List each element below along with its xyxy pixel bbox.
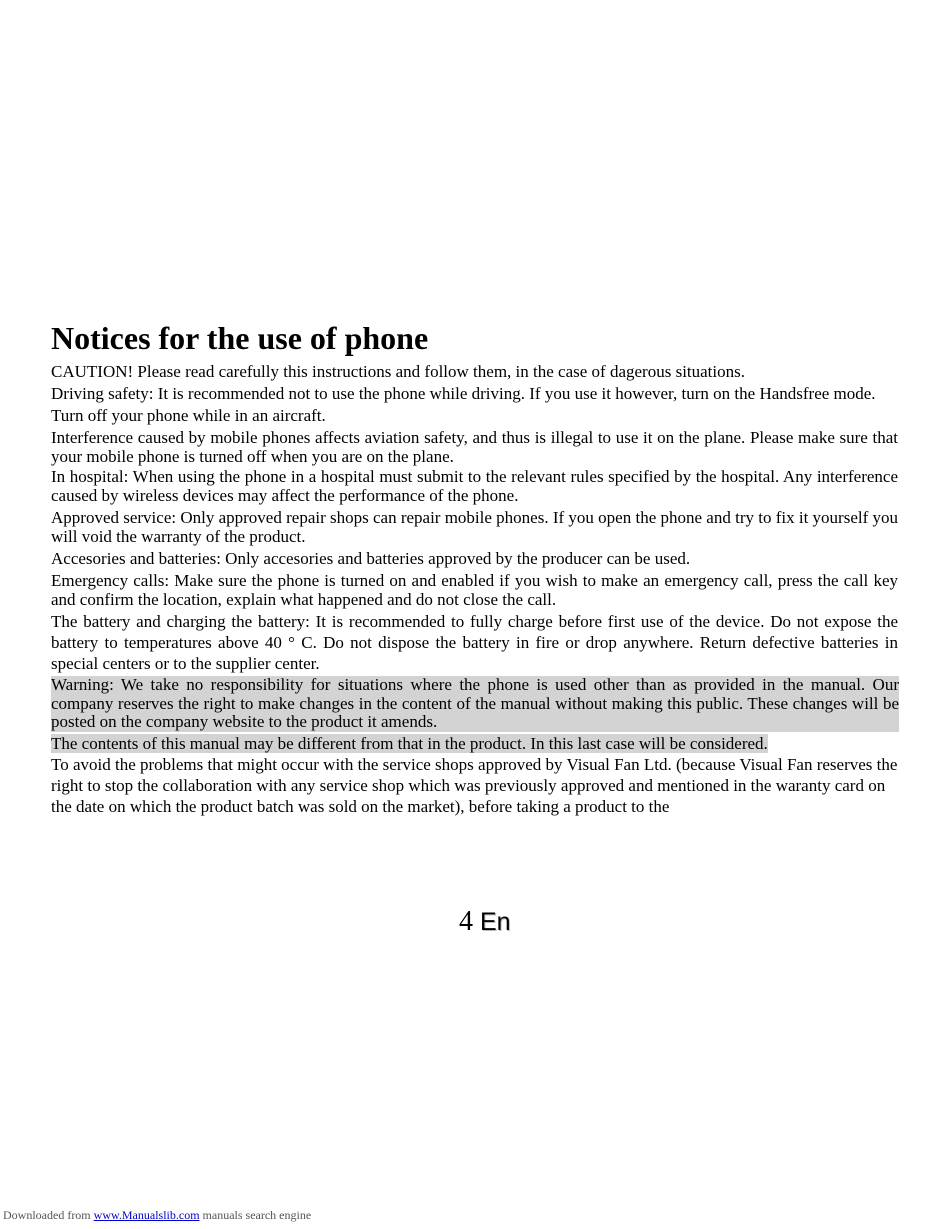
download-footer <box>3 1208 311 1223</box>
manualslib-link[interactable]: www.Manualslib.com <box>93 1208 200 1222</box>
accessories-paragraph: Accesories and batteries: Only accesories and batteries approved by the producer can be used. <box>51 548 691 568</box>
service-shops-paragraph: To avoid the problems that might occur with the service shops approved by Visual Fan Ltd. (because Visual Fan reserves the right to stop the collaboration with any service shop which was previously approved and mentioned in the waranty card on the date on which the product batch was sold on the market), before taking a product to the <box>51 755 898 816</box>
caution-paragraph: CAUTION! Please read carefully this instructions and follow them, in the case of dagerous situations. <box>51 362 745 381</box>
contents-paragraph <box>51 735 898 754</box>
hospital-paragraph: In hospital: When using the phone in a hospital must submit to the relevant rules specified by the hospital. Any interference caused by wireless devices may affect the performance of the phone. <box>51 467 898 506</box>
notices-body <box>51 363 898 817</box>
page-number <box>459 905 511 939</box>
battery-paragraph: The battery and charging the battery: It is recommended to fully charge before first use of the device. Do not expose the battery to temperatures above 40 ° C. Do not dispose the battery in fire or drop anywhere. Return defective batteries in special centers or to the supplier center. <box>51 612 898 674</box>
approved-service-paragraph: Approved service: Only approved repair shops can repair mobile phones. If you open the phone and try to fix it yourself you will void the warranty of the product. <box>51 508 898 546</box>
warning-paragraph: Warning: We take no responsibility for situations where the phone is used other than as provided in the manual. Our company reserves the right to make changes in the content of the manual without making this public. These changes will be posted on the company website to the product it amends. <box>51 675 899 732</box>
contents-highlight: The contents of this manual may be different from that in the product. In this last case will be considered. <box>51 734 768 754</box>
emergency-calls-paragraph: Emergency calls: Make sure the phone is turned on and enabled if you wish to make an emergency call, press the call key and confirm the location, explain what happened and do not close the call. <box>51 570 898 609</box>
footer-prefix: Downloaded from <box>3 1208 94 1222</box>
driving-safety-paragraph: Driving safety: It is recommended not to use the phone while driving. If you use it however, turn on the Handsfree mode. <box>51 384 876 404</box>
footer-suffix: manuals search engine <box>199 1208 312 1222</box>
aircraft-paragraph: Turn off your phone while in an aircraft. <box>51 406 326 426</box>
page-language-label: En <box>480 908 511 936</box>
page-number-value: 4 <box>459 906 473 937</box>
page-title: Notices for the use of phone <box>51 320 429 356</box>
interference-paragraph: Interference caused by mobile phones affects aviation safety, and thus is illegal to use it on the plane. Please make sure that your mobile phone is turned off when you are on the plane. <box>51 428 898 466</box>
